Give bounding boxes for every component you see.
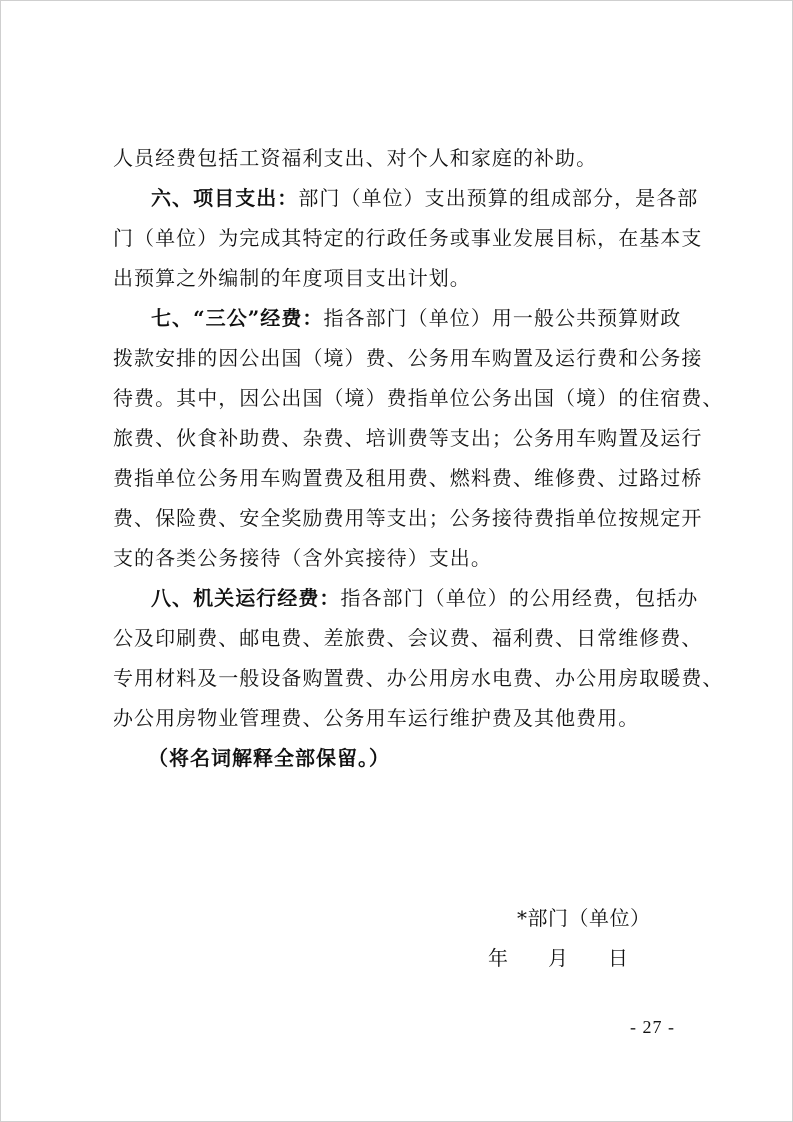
paragraph-line: 待费。其中，因公出国（境）费指单位公务出国（境）的住宿费、 [113,386,724,410]
section-heading: 八、机关运行经费： [151,586,341,610]
section-heading: 六、项目支出： [151,186,299,210]
paragraph-line: 门（单位）为完成其特定的行政任务或事业发展目标，在基本支 [113,226,703,250]
paragraph-line: 公及印刷费、邮电费、差旅费、会议费、福利费、日常维修费、 [113,626,703,650]
paragraph-line: 支的各类公务接待（含外宾接待）支出。 [113,546,492,570]
paragraph-line [151,304,681,332]
paragraph-text: 部门（单位）支出预算的组成部分，是各部 [298,186,699,210]
paragraph-line: 人员经费包括工资福利支出、对个人和家庭的补助。 [113,146,598,170]
paragraph-line: 拨款安排的因公出国（境）费、公务用车购置及运行费和公务接 [113,346,703,370]
paragraph-line: 出预算之外编制的年度项目支出计划。 [113,266,471,290]
paragraph-text: 指各部门（单位）的公用经费，包括办 [340,586,699,610]
paragraph-line: 专用材料及一般设备购置费、办公用房水电费、办公用房取暖费、 [113,666,724,690]
paragraph-line: 费指单位公务用车购置费及租用费、燃料费、维修费、过路过桥 [113,466,703,490]
paragraph-line: 费、保险费、安全奖励费用等支出；公务接待费指单位按规定开 [113,506,703,530]
paragraph-line [151,184,698,212]
paragraph-line: 旅费、伙食补助费、杂费、培训费等支出；公务用车购置及运行 [113,426,703,450]
paragraph-text: 指各部门（单位）用一般公共预算财政 [323,306,682,330]
signature-department: *部门（单位） [517,906,651,930]
page-number: - 27 - [630,1017,675,1037]
paragraph-line: 办公用房物业管理费、公务用车运行维护费及其他费用。 [113,706,640,730]
paragraph-line [151,584,698,612]
section-heading: 七、“三公”经费： [151,306,324,330]
retention-note: （将名词解释全部保留。） [148,746,390,770]
signature-date: 年 月 日 [488,946,628,970]
